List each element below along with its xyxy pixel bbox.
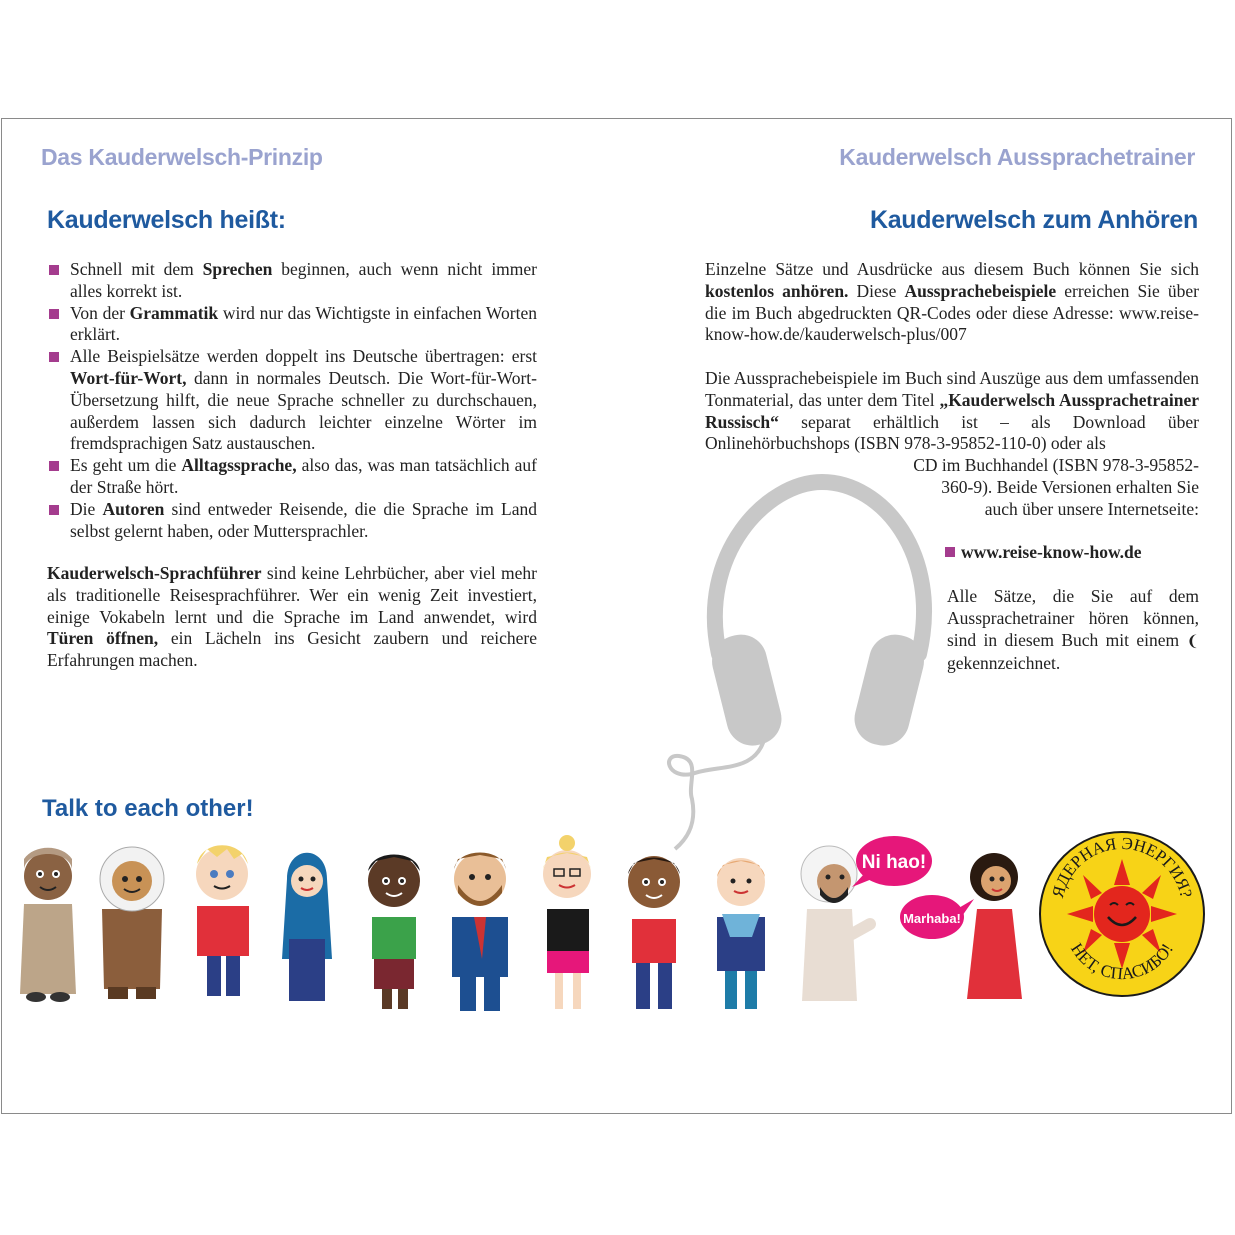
svg-text:НЕТ, СПАСИБО!: НЕТ, СПАСИБО! bbox=[1066, 939, 1177, 984]
intro-paragraph: Kauderwelsch-Sprachführer sind keine Lehrbücher, aber viel mehr als traditionelle Reisesprachführer. Wer ein wenig Zeit investiert, einige Vokabeln lernt und die Sprache im Land anwendet, wird Türen öffnen, ein Lächeln ins Gesicht zaubern und reichere Erfahrungen machen. bbox=[47, 563, 537, 671]
person-hijab-woman bbox=[282, 853, 332, 1001]
principle-bullet-list bbox=[47, 259, 537, 542]
bullet-item: Von der Grammatik wird nur das Wichtigste in einfachen Worten erklärt. bbox=[47, 303, 537, 347]
person-glasses-woman bbox=[543, 835, 591, 1009]
running-head-left: Das Kauderwelsch-Prinzip bbox=[41, 144, 323, 170]
heading-left: Kauderwelsch heißt: bbox=[47, 206, 286, 234]
talk-to-each-other-heading: Talk to each other! bbox=[42, 795, 254, 822]
bullet-square-icon bbox=[49, 309, 59, 319]
heading-right: Kauderwelsch zum Anhören bbox=[869, 206, 1198, 234]
person-red-dress-woman bbox=[967, 853, 1022, 999]
ear-icon: ❨ bbox=[1186, 633, 1200, 650]
person-scarf bbox=[717, 858, 765, 1009]
book-spread bbox=[1, 118, 1232, 1114]
person-suit-man bbox=[452, 853, 508, 1012]
svg-text:ЯДЕРНАЯ ЭНЕРГИЯ?: ЯДЕРНАЯ ЭНЕРГИЯ? bbox=[1048, 833, 1196, 900]
person-inuit bbox=[100, 847, 164, 999]
person-monk bbox=[20, 848, 76, 1002]
trainer-paragraph-cont: CD im Buchhandel (ISBN 978-3-95852-360-9). Beide Versionen erhalten Sie bbox=[913, 455, 1199, 497]
website-link[interactable]: www.reise-know-how.de bbox=[961, 542, 1142, 562]
svg-text:Ni hao!: Ni hao! bbox=[861, 852, 927, 873]
headphones-icon bbox=[657, 474, 947, 854]
ear-marker-paragraph: Alle Sätze, die Sie auf dem Aussprachetrainer hören können, sind in diesem Buch mit einem ❨ gekennzeichnet. bbox=[947, 586, 1200, 674]
bullet-item: Es geht um die Alltagssprache, also das, was man tatsächlich auf der Straße hört. bbox=[47, 455, 537, 499]
speech-bubble-marhaba bbox=[900, 895, 974, 939]
trainer-paragraph: Die Aussprachebeispiele im Buch sind Auszüge aus dem umfassenden Tonmaterial, das unter dem Titel „Kauderwelsch Aussprachetrainer Russisch“ separat erhältlich ist – als Download über Onlinehörbuchshops (ISBN 978-3-95852-110-0) oder als bbox=[705, 368, 1199, 454]
people-illustration bbox=[2, 819, 1231, 1019]
bullet-item: Schnell mit dem Sprechen beginnen, auch wenn nicht immer alles korrekt ist. bbox=[47, 259, 537, 303]
person-red-shirt-man bbox=[628, 856, 680, 1009]
person-blond-boy bbox=[196, 845, 249, 996]
running-head-right: Kauderwelsch Aussprachetrainer bbox=[839, 144, 1195, 170]
bullet-square-icon bbox=[49, 461, 59, 471]
bullet-square-icon bbox=[49, 352, 59, 362]
audio-paragraph: Einzelne Sätze und Ausdrücke aus diesem Buch können Sie sich kostenlos anhören. Diese Aussprachebeispiele erreichen Sie über die im Buch abgedruckten QR-Codes oder diese Adresse: www.reise-know-how.de/kauderwelsch-plus/007 bbox=[705, 259, 1199, 345]
person-green-shirt-man bbox=[368, 855, 420, 1010]
bullet-square-icon bbox=[49, 265, 59, 275]
bullet-item: Alle Beispielsätze werden doppelt ins Deutsche übertragen: erst Wort-für-Wort, dann in normales Deutsch. Die Wort-für-Wort-Übersetzung hilft, die neue Sprache schneller zu durchschauen, außerdem lassen sich dadurch leichter einzelne Wörter im fremdsprachigen Satz austauschen. bbox=[47, 346, 537, 455]
svg-text:Marhaba!: Marhaba! bbox=[903, 911, 961, 926]
trainer-paragraph-end: auch über unsere Internetseite: bbox=[984, 499, 1199, 519]
bullet-square-icon bbox=[49, 505, 59, 515]
website-link-row[interactable] bbox=[945, 542, 1142, 563]
bullet-item: Die Autoren sind entweder Reisende, die die Sprache im Land selbst gelernt haben, oder Muttersprachler. bbox=[47, 499, 537, 543]
speech-bubble-ni-hao bbox=[852, 836, 932, 887]
anti-nuclear-sticker bbox=[1040, 832, 1204, 996]
